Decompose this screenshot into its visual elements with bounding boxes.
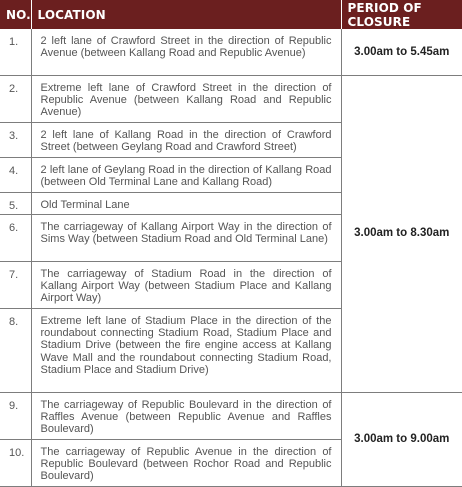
table-row — [0, 75, 462, 122]
row-location: 2 left lane of Crawford Street in the direction of Republic Avenue (between Kallang Road and Republic Avenue) — [31, 29, 341, 75]
row-location: The carriageway of Stadium Road in the direction of Kallang Airport Way (between Stadium Place and Kallang Airport Way) — [31, 261, 341, 308]
row-number: 10. — [0, 439, 31, 486]
row-location: Extreme left lane of Crawford Street in the direction of Republic Avenue (between Kallang Road and Republic Avenue) — [31, 75, 341, 122]
row-number: 3. — [0, 122, 31, 157]
header-no: NO. — [0, 0, 31, 29]
row-number: 1. — [0, 29, 31, 75]
row-number: 2. — [0, 75, 31, 122]
row-location: The carriageway of Kallang Airport Way in the direction of Sims Way (between Stadium Road and Old Terminal Lane) — [31, 214, 341, 261]
table-row — [0, 392, 462, 439]
row-number: 5. — [0, 192, 31, 214]
header-period: PERIOD OF CLOSURE — [341, 0, 462, 29]
table-row — [0, 29, 462, 75]
row-location: The carriageway of Republic Avenue in the direction of Republic Boulevard (between Rochor Road and Republic Boulevard) — [31, 439, 341, 486]
row-location: Extreme left lane of Stadium Place in the direction of the roundabout connecting Stadium Road, Stadium Place and Stadium Drive (between the fire engine access at Kallang Wave Mall and the roundabout connecting Stadium Road, Stadium Place and Stadium Drive) — [31, 308, 341, 392]
row-number: 9. — [0, 392, 31, 439]
row-number: 4. — [0, 157, 31, 192]
row-location: The carriageway of Republic Boulevard in the direction of Raffles Avenue (between Republic Avenue and Raffles Boulevard) — [31, 392, 341, 439]
header-location: LOCATION — [31, 0, 341, 29]
row-location: 2 left lane of Geylang Road in the direction of Kallang Road (between Old Terminal Lane and Kallang Road) — [31, 157, 341, 192]
row-number: 7. — [0, 261, 31, 308]
period-cell: 3.00am to 9.00am — [341, 392, 462, 486]
header-row — [0, 0, 462, 29]
row-number: 8. — [0, 308, 31, 392]
row-number: 6. — [0, 214, 31, 261]
period-cell: 3.00am to 8.30am — [341, 75, 462, 392]
row-location: Old Terminal Lane — [31, 192, 341, 214]
row-location: 2 left lane of Kallang Road in the direction of Crawford Street (between Geylang Road and Crawford Street) — [31, 122, 341, 157]
period-cell: 3.00am to 5.45am — [341, 29, 462, 75]
